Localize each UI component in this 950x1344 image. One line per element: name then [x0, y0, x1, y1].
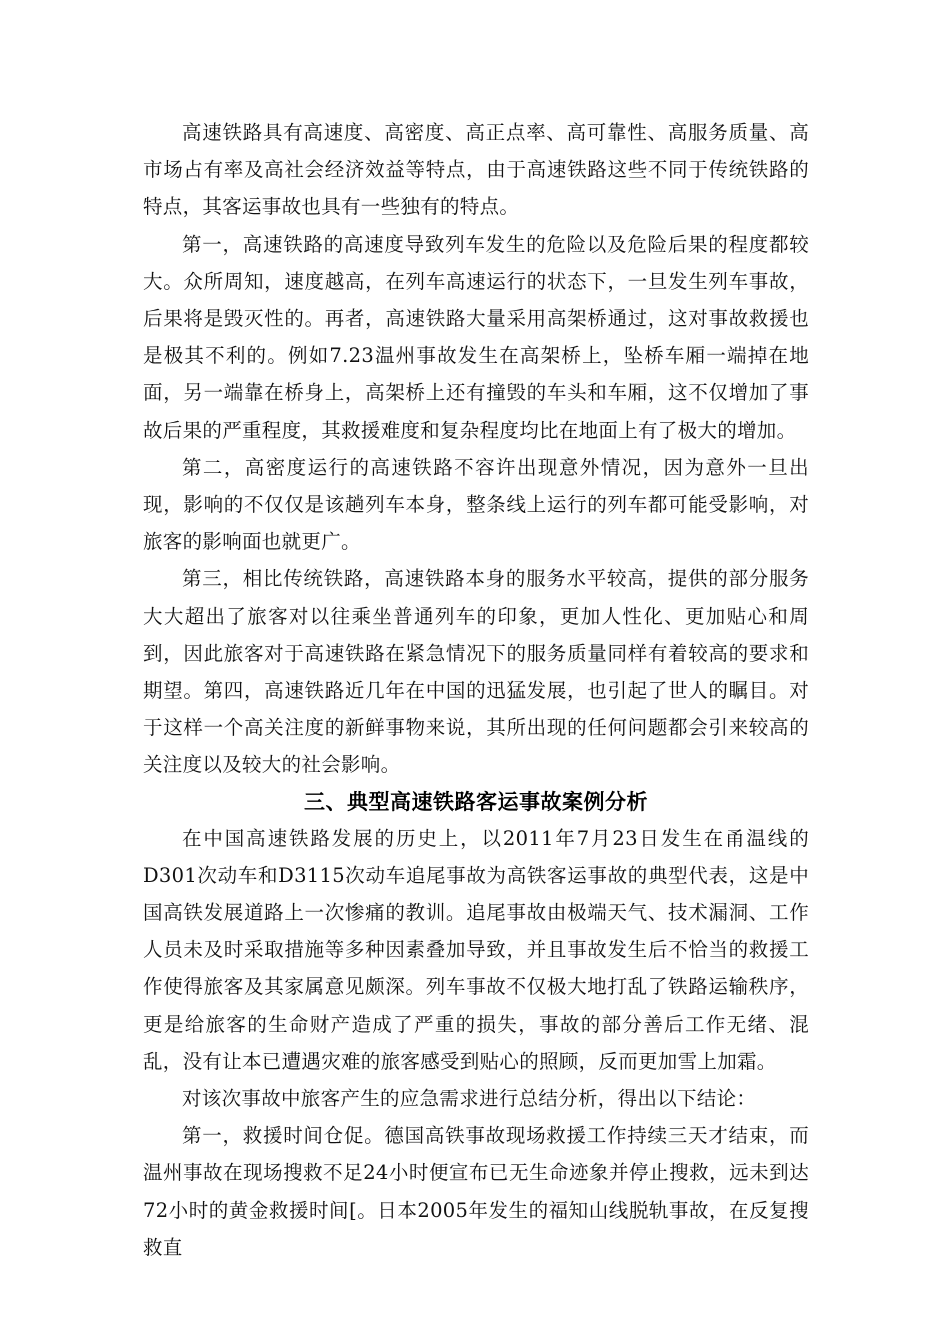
paragraph-analysis-intro: 对该次事故中旅客产生的应急需求进行总结分析，得出以下结论：: [182, 1087, 757, 1111]
document-body: [143, 114, 809, 1266]
section-heading: 三、典型高速铁路客运事故案例分析: [304, 789, 648, 814]
paragraph-rescue-time: 第一，救援时间仓促。德国高铁事故现场救援工作持续三天才结束，而温州事故在现场搜救不足24小时便宣布已无生命迹象并停止搜救，远未到达72小时的黄金救援时间[。日本2005年发生的福知山线脱轨事故，在反复搜救直: [143, 1124, 809, 1259]
paragraph-case-overview: 在中国高速铁路发展的历史上，以2011年7月23日发生在甬温线的D301次动车和D3115次动车追尾事故为高铁客运事故的典型代表，这是中国高铁发展道路上一次惨痛的教训。追尾事故由极端天气、技术漏洞、工作人员未及时采取措施等多种因素叠加导致，并且事故发生后不恰当的救援工作使得旅客及其家属意见颇深。列车事故不仅极大地打乱了铁路运输秩序，更是给旅客的生命财产造成了严重的损失，事故的部分善后工作无绪、混乱，没有让本已遭遇灾难的旅客感受到贴心的照顾，反而更加雪上加霜。: [143, 826, 809, 1073]
paragraph-feature-service: 第三，相比传统铁路，高速铁路本身的服务水平较高，提供的部分服务大大超出了旅客对以往乘坐普通列车的印象，更加人性化、更加贴心和周到，因此旅客对于高速铁路在紧急情况下的服务质量同样有着较高的要求和期望。第四，高速铁路近几年在中国的迅猛发展，也引起了世人的瞩目。对于这样一个高关注度的新鲜事物来说，其所出现的任何问题都会引来较高的关注度以及较大的社会影响。: [143, 567, 809, 777]
paragraph-feature-speed: 第一，高速铁路的高速度导致列车发生的危险以及危险后果的程度都较大。众所周知，速度越高，在列车高速运行的状态下，一旦发生列车事故，后果将是毁灭性的。再者，高速铁路大量采用高架桥通过，这对事故救援也是极其不利的。例如7.23温州事故发生在高架桥上，坠桥车厢一端掉在地面，另一端靠在桥身上，高架桥上还有撞毁的车头和车厢，这不仅增加了事故后果的严重程度，其救援难度和复杂程度均比在地面上有了极大的增加。: [143, 232, 809, 442]
paragraph-feature-density: 第二，高密度运行的高速铁路不容许出现意外情况，因为意外一旦出现，影响的不仅仅是该趟列车本身，整条线上运行的列车都可能受影响，对旅客的影响面也就更广。: [143, 455, 809, 554]
paragraph-intro: 高速铁路具有高速度、高密度、高正点率、高可靠性、高服务质量、高市场占有率及高社会经济效益等特点，由于高速铁路这些不同于传统铁路的特点，其客运事故也具有一些独有的特点。: [143, 121, 809, 219]
